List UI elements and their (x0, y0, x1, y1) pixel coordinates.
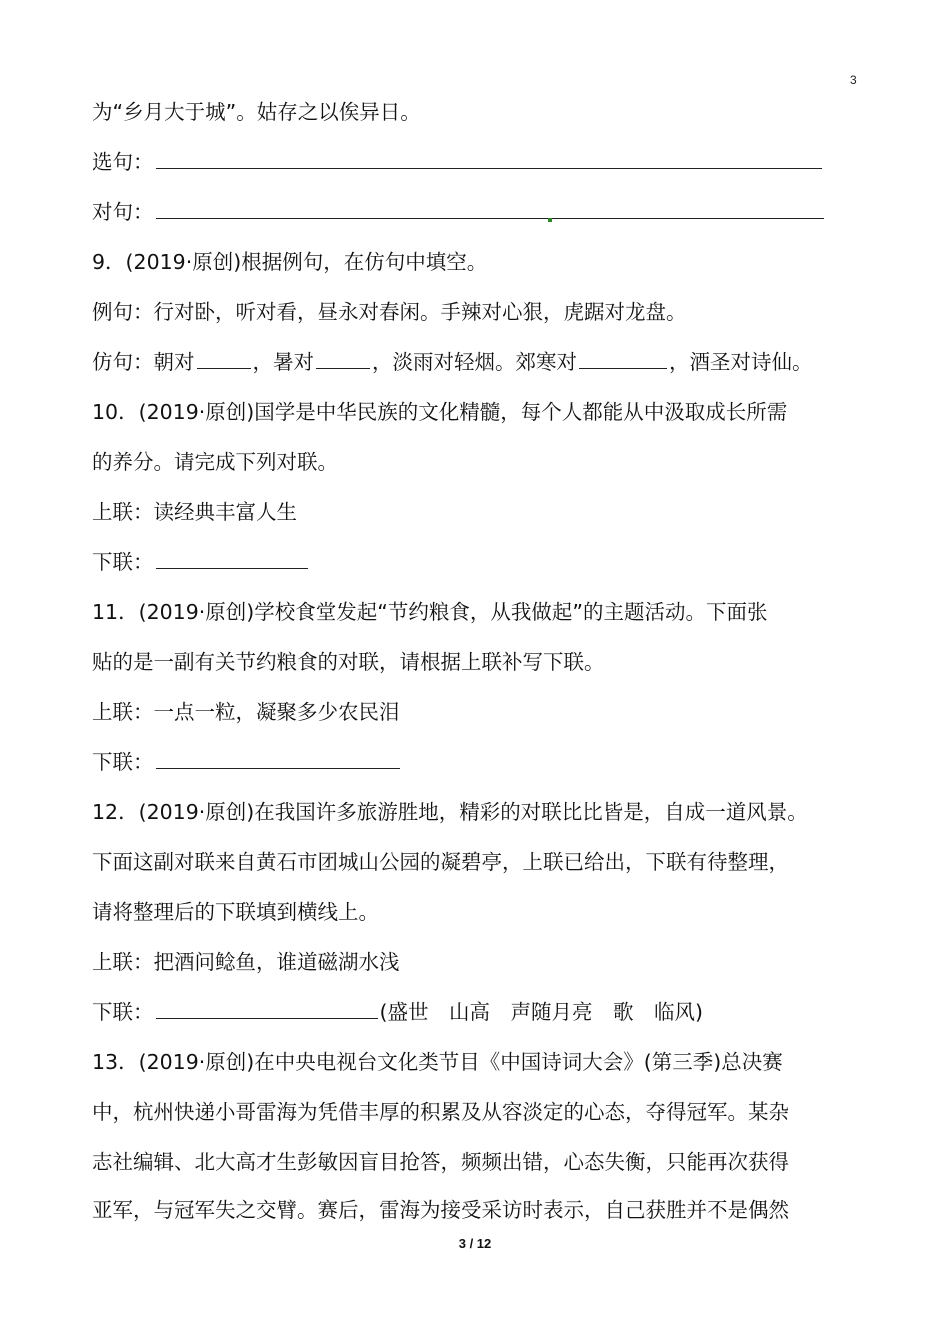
q12-lower-label: 下联： (92, 1000, 154, 1024)
q11-lower-label: 下联： (92, 750, 154, 774)
q10-blank[interactable] (156, 565, 308, 569)
question-10-line-2: 的养分。请完成下列对联。 (92, 450, 338, 474)
question-13-line-4: 亚军，与冠军失之交臂。赛后，雷海为接受采访时表示，自己获胜并不是偶然 (92, 1198, 789, 1222)
q9-imitate-part-b: ，暑对 (252, 350, 314, 374)
q12-options: (盛世 山高 声随月亮 歌 临风) (379, 1000, 703, 1024)
duiju-label: 对句： (92, 200, 154, 224)
text-line: 为“乡月大于城”。姑存之以俟异日。 (92, 100, 421, 124)
question-13-line-3: 志社编辑、北大高才生彭敏因盲目抢答，频频出错，心态失衡，只能再次获得 (92, 1150, 789, 1174)
question-13-line-1: 13．(2019·原创)在中央电视台文化类节目《中国诗词大会》(第三季)总决赛 (92, 1050, 783, 1074)
q9-imitate-part-c: ，淡雨对轻烟。郊寒对 (372, 350, 577, 374)
xuanju-line (92, 148, 920, 176)
question-12-line-3: 请将整理后的下联填到横线上。 (92, 900, 379, 924)
question-11-line-1: 11．(2019·原创)学校食堂发起“节约粮食，从我做起”的主题活动。下面张 (92, 600, 768, 624)
q12-blank[interactable] (156, 1015, 378, 1019)
q10-lower-label: 下联： (92, 550, 154, 574)
q9-blank-1[interactable] (197, 365, 251, 369)
question-12-line-2: 下面这副对联来自黄石市团城山公园的凝碧亭，上联已给出，下联有待整理， (92, 850, 789, 874)
page-number-corner: 3 (850, 73, 857, 87)
duiju-line (92, 198, 920, 226)
green-dot-mark (548, 218, 552, 222)
q9-blank-3[interactable] (579, 365, 667, 369)
xuanju-label: 选句： (92, 150, 154, 174)
q10-lower-couplet (92, 548, 920, 576)
question-13-line-2: 中，杭州快递小哥雷海为凭借丰厚的积累及从容淡定的心态，夺得冠军。某杂 (92, 1100, 789, 1124)
question-12-line-1: 12．(2019·原创)在我国许多旅游胜地，精彩的对联比比皆是，自成一道风景。 (92, 800, 808, 824)
q9-example: 例句：行对卧，听对看，昼永对春闲。手辣对心狠，虎踞对龙盘。 (92, 300, 687, 324)
duiju-blank[interactable] (156, 215, 824, 219)
q12-lower-couplet (92, 998, 920, 1026)
page-footer: 3 / 12 (458, 1236, 492, 1251)
q10-upper-couplet: 上联：读经典丰富人生 (92, 500, 297, 524)
q12-upper-couplet: 上联：把酒问鲶鱼，谁道磁湖水浅 (92, 950, 400, 974)
question-9: 9．(2019·原创)根据例句，在仿句中填空。 (92, 250, 488, 274)
question-10-line-1: 10．(2019·原创)国学是中华民族的文化精髓，每个人都能从中汲取成长所需 (92, 400, 788, 424)
q9-blank-2[interactable] (316, 365, 370, 369)
q11-upper-couplet: 上联：一点一粒，凝聚多少农民泪 (92, 700, 400, 724)
q9-imitate (92, 348, 920, 376)
q11-lower-couplet (92, 748, 920, 776)
q9-imitate-part-d: ，酒圣对诗仙。 (669, 350, 813, 374)
xuanju-blank[interactable] (156, 165, 822, 169)
question-11-line-2: 贴的是一副有关节约粮食的对联，请根据上联补写下联。 (92, 650, 605, 674)
q11-blank[interactable] (156, 765, 400, 769)
q9-imitate-part-a: 仿句：朝对 (92, 350, 195, 374)
